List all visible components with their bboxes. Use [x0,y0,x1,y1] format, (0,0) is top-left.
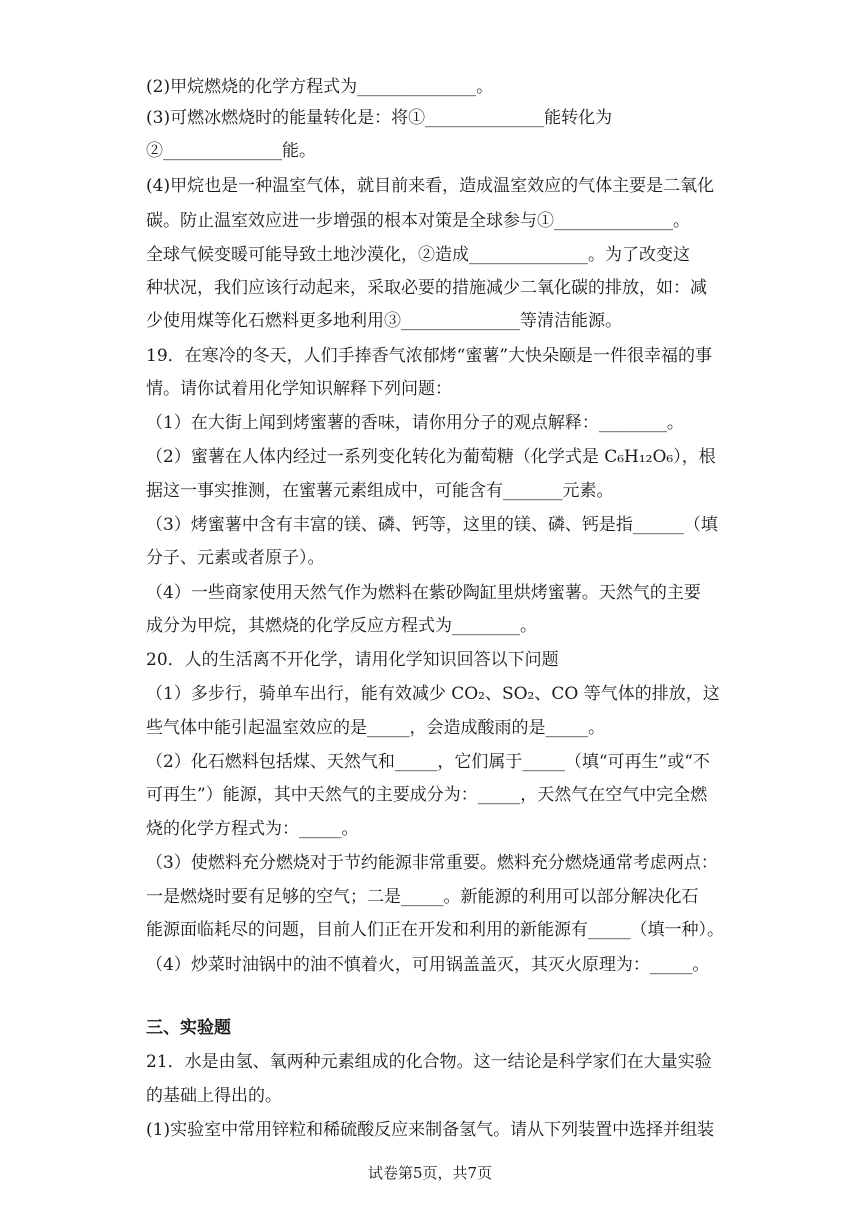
page-footer: 试卷第5页，共7页 [367,1164,493,1182]
text-line: 成分为甲烷，其燃烧的化学反应方程式为________。 [146,616,537,636]
question-20-line: 20．人的生活离不开化学，请用化学知识回答以下问题 [146,650,559,670]
question-21-line: 21．水是由氢、氧两种元素组成的化合物。这一结论是科学家们在大量实验 [146,1052,712,1072]
text-line: 少使用煤等化石燃料更多地利用③______________等清洁能源。 [146,311,622,331]
text-line: 情。请你试着用化学知识解释下列问题： [146,379,452,399]
text-line: 一是燃烧时要有足够的空气；二是_____。新能源的利用可以部分解决化石 [146,887,699,907]
text-line: 全球气候变暖可能导致土地沙漠化，②造成______________。为了改变这 [146,245,690,265]
text-line: （1）多步行，骑单车出行，能有效减少 CO₂、SO₂、CO 等气体的排放，这 [146,684,720,704]
text-line: （4）炒菜时油锅中的油不慎着火，可用锅盖盖灭，其灭火原理为：_____。 [146,955,710,975]
text-line: ②______________能。 [146,141,316,161]
text-line: （2）化石燃料包括煤、天然气和_____，它们属于_____（填“可再生”或“不 [146,752,710,772]
text-line: （4）一些商家使用天然气作为燃料在紫砂陶缸里烘烤蜜薯。天然气的主要 [146,583,701,603]
text-line: 据这一事实推测，在蜜薯元素组成中，可能含有_______元素。 [146,481,614,501]
text-line: (4)甲烷也是一种温室气体，就目前来看，造成温室效应的气体主要是二氧化 [146,176,715,196]
section-heading: 三、实验题 [146,1018,231,1038]
question-19-line: 19．在寒冷的冬天，人们手捧香气浓郁烤“蜜薯”大快朵颐是一件很幸福的事 [146,346,713,366]
text-line: 可再生”）能源，其中天然气的主要成分为：_____，天然气在空气中完全燃 [146,785,708,805]
text-line: (1)实验室中常用锌粒和稀硫酸反应来制备氢气。请从下列装置中选择并组装 [146,1120,715,1140]
text-line: 烧的化学方程式为：_____。 [146,819,359,839]
text-line: (2)甲烷燃烧的化学方程式为______________。 [146,77,494,97]
text-line: （2）蜜薯在人体内经过一系列变化转化为葡萄糖（化学式是 C₆H₁₂O₆），根 [146,447,716,467]
text-line: （3）烤蜜薯中含有丰富的镁、磷、钙等，这里的镁、磷、钙是指______（填 [146,515,718,535]
text-line: 能源面临耗尽的问题，目前人们正在开发和利用的新能源有_____（填一种）。 [146,920,724,940]
text-line: 些气体中能引起温室效应的是_____，会造成酸雨的是_____。 [146,718,605,738]
text-line: 的基础上得出的。 [146,1086,282,1106]
text-line: 碳。防止温室效应进一步增强的根本对策是全球参与①______________。 [146,211,690,231]
text-line: （3）使燃料充分燃烧对于节约能源非常重要。燃料充分燃烧通常考虑两点： [146,853,718,873]
text-line: 分子、元素或者原子）。 [146,548,325,568]
text-line: 种状况，我们应该行动起来，采取必要的措施减少二氧化碳的排放，如：减 [146,278,707,298]
text-line: (3)可燃冰燃烧时的能量转化是：将①______________能转化为 [146,108,613,128]
text-line: （1）在大街上闻到烤蜜薯的香味，请你用分子的观点解释：________。 [146,413,684,433]
